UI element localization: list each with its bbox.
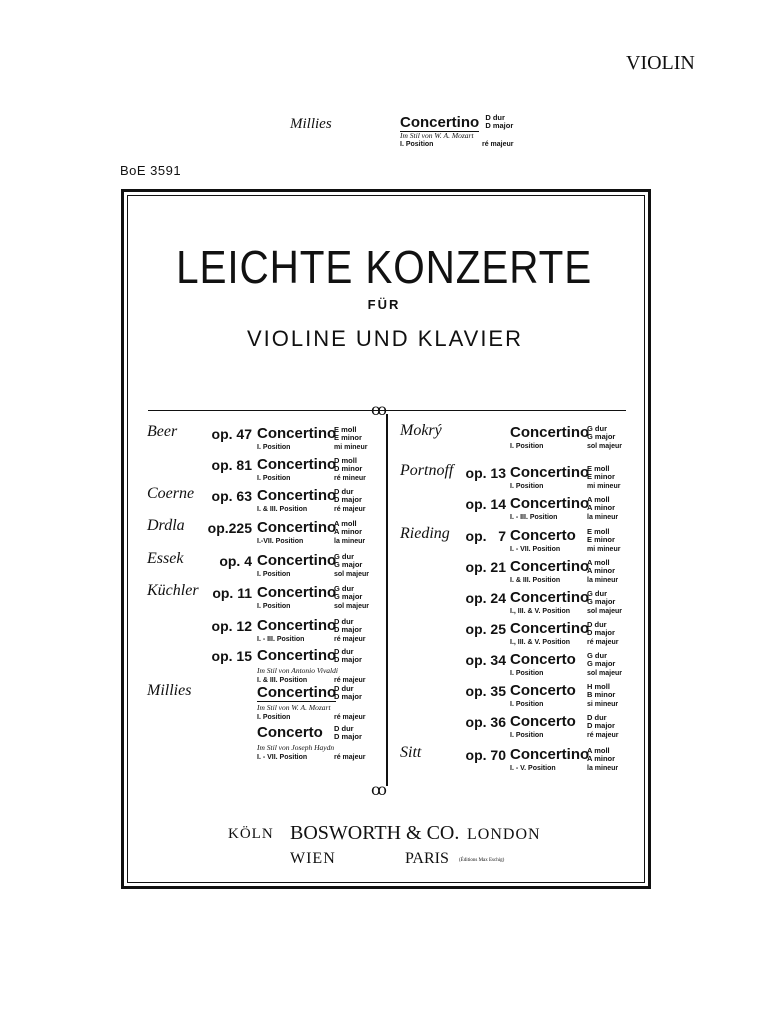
key-en: D major xyxy=(587,628,615,637)
key-en: G major xyxy=(587,659,616,668)
work-title: Concertino xyxy=(257,647,337,664)
opus-number: op. 24 xyxy=(465,590,506,606)
position: I. - III. Position xyxy=(257,636,305,643)
key-de: E moll xyxy=(587,527,610,536)
opus-number: op. 4 xyxy=(219,553,252,569)
catalog-entry xyxy=(0,496,768,524)
catalog-entry xyxy=(0,714,768,742)
key-fr: sol majeur xyxy=(587,443,623,450)
key-de: G dur xyxy=(587,589,607,598)
key-de: G dur xyxy=(587,424,607,433)
work-title: Concertino xyxy=(510,464,590,481)
opus-number: op. 36 xyxy=(465,714,506,730)
key-en: G major xyxy=(587,432,616,441)
work-title: Concerto xyxy=(257,724,323,741)
cover-title: LEICHTE KONZERTE xyxy=(176,241,593,293)
opus-number: op. 63 xyxy=(211,488,252,504)
position: I. Position xyxy=(510,670,544,677)
publisher-note: (Éditions Max Eschig) xyxy=(459,858,505,863)
position: I. Position xyxy=(257,444,291,451)
opus-number: op. 21 xyxy=(465,559,506,575)
catalog-entry xyxy=(0,683,768,711)
position: I. Position xyxy=(257,603,291,610)
key-en: D major xyxy=(485,121,514,130)
catalog-entry xyxy=(0,559,768,587)
key-en: D major xyxy=(334,495,362,504)
key-en: A minor xyxy=(587,754,616,763)
opus-number: op. 70 xyxy=(465,747,506,763)
work-title: Concertino xyxy=(510,589,590,606)
composer: Sitt xyxy=(400,744,422,761)
position: I. & III. Position xyxy=(510,577,561,584)
key-de: G dur xyxy=(587,651,607,660)
composer: Drdla xyxy=(147,517,185,534)
key-fr: mi mineur xyxy=(587,546,621,553)
style-note: Im Stil von W. A. Mozart xyxy=(257,703,331,712)
key-fr: sol majeur xyxy=(334,571,370,578)
work-title: Concerto xyxy=(510,527,576,544)
key-fr: si mineur xyxy=(587,701,619,708)
work-title: Concerto xyxy=(510,713,576,730)
composer: Mokrý xyxy=(400,422,442,439)
composer: Coerne xyxy=(147,485,195,502)
key-fr: ré majeur xyxy=(334,714,366,721)
style-note: Im Stil von Joseph Haydn xyxy=(257,743,335,752)
catalog-entry xyxy=(0,462,768,493)
work-title: Concertino xyxy=(257,519,337,536)
key-fr: la mineur xyxy=(334,538,366,545)
opus-number: op. 47 xyxy=(211,426,252,442)
key-en: E minor xyxy=(587,535,615,544)
work-title: Concertino xyxy=(257,552,337,569)
key-en: A minor xyxy=(587,503,616,512)
key-fr: la mineur xyxy=(587,514,619,521)
work-title: Concertino xyxy=(257,456,337,473)
opus-number: op. 11 xyxy=(212,585,252,601)
key-en: A minor xyxy=(587,566,616,575)
position: I. Position xyxy=(257,714,291,721)
style-note: Im Stil von Antonio Vivaldi xyxy=(257,666,338,675)
opus-number: op. 7 xyxy=(465,528,506,544)
key-fr: mi mineur xyxy=(587,483,621,490)
key-de: D dur xyxy=(334,647,354,656)
key-fr: ré mineur xyxy=(334,475,366,482)
header-work xyxy=(400,114,513,149)
work-title: Concertino xyxy=(510,558,590,575)
cover-subtitle: VIOLINE UND KLAVIER xyxy=(247,326,523,351)
work-title: Concerto xyxy=(510,651,576,668)
key-de: E moll xyxy=(334,425,357,434)
key-en: D major xyxy=(334,732,362,741)
key-fr: ré majeur xyxy=(587,639,619,646)
position: I. Position xyxy=(257,475,291,482)
ornament-bottom-icon: ꝏ xyxy=(371,780,387,799)
key-de: D dur xyxy=(587,620,607,629)
key-fr: ré majeur xyxy=(334,636,366,643)
key-de: D dur xyxy=(334,684,354,693)
publisher-city-koeln: KÖLN xyxy=(228,826,274,842)
publisher-city-paris: PARIS xyxy=(405,850,449,867)
catalog-entry xyxy=(0,744,768,775)
work-title: Concertino xyxy=(510,495,590,512)
position: I. - III. Position xyxy=(510,514,558,521)
position: I. - VII. Position xyxy=(257,754,308,761)
opus-number: op. 35 xyxy=(465,683,506,699)
key-en: D major xyxy=(334,625,362,634)
position: I. Position xyxy=(257,571,291,578)
work-title: Concertino xyxy=(257,584,337,601)
key-en: G major xyxy=(334,592,363,601)
position: I. Position xyxy=(510,443,544,450)
key-fr: ré majeur xyxy=(482,141,514,148)
key-en: D major xyxy=(334,655,362,664)
key-de: H moll xyxy=(587,682,610,691)
key-de: D dur xyxy=(485,113,505,122)
key-en: G major xyxy=(587,597,616,606)
work-title: Concertino xyxy=(510,746,590,763)
position: I. - VII. Position xyxy=(510,546,561,553)
key-de: D dur xyxy=(334,487,354,496)
catalog-entry xyxy=(0,652,768,680)
opus-number: op. 15 xyxy=(211,648,252,664)
header-key xyxy=(485,114,513,130)
work-title: Concertino xyxy=(257,617,337,634)
key-fr: la mineur xyxy=(587,577,619,584)
catalog-entry xyxy=(0,422,768,453)
work-title: Concertino xyxy=(257,487,337,504)
key-de: A moll xyxy=(587,558,610,567)
key-en: D minor xyxy=(334,464,363,473)
position: I. Position xyxy=(510,483,544,490)
divider-horizontal xyxy=(148,410,626,411)
position: I. & III. Position xyxy=(257,677,308,684)
position: I., III. & V. Position xyxy=(510,639,571,646)
publisher-name: BOSWORTH & CO. xyxy=(290,822,460,844)
key-de: D dur xyxy=(334,617,354,626)
opus-number: op. 14 xyxy=(465,496,506,512)
work-title: Concerto xyxy=(510,682,576,699)
key-fr: ré majeur xyxy=(334,754,366,761)
key-fr: mi mineur xyxy=(334,444,368,451)
key-fr: sol majeur xyxy=(587,670,623,677)
key-de: D dur xyxy=(334,724,354,733)
opus-number: op. 12 xyxy=(211,618,252,634)
publisher-city-wien: WIEN xyxy=(290,850,336,867)
key-de: A moll xyxy=(587,746,610,755)
instrument-label: VIOLIN xyxy=(626,52,695,74)
catalog-number: BoE 3591 xyxy=(120,163,182,178)
work-title: Concertino xyxy=(510,424,590,441)
work-title: Concertino xyxy=(257,684,337,701)
key-fr: ré majeur xyxy=(587,732,619,739)
key-en: G major xyxy=(334,560,363,569)
key-en: E minor xyxy=(334,433,362,442)
composer: Beer xyxy=(147,423,178,440)
opus-number: op. 81 xyxy=(211,457,252,473)
composer: Küchler xyxy=(147,582,199,599)
key-fr: sol majeur xyxy=(587,608,623,615)
composer: Portnoff xyxy=(400,462,454,479)
catalog-entry xyxy=(0,621,768,649)
key-de: E moll xyxy=(587,464,610,473)
key-de: G dur xyxy=(334,584,354,593)
key-fr: sol majeur xyxy=(334,603,370,610)
position: I. Position xyxy=(400,141,434,148)
header-style: Im Stil von W. A. Mozart xyxy=(400,131,474,140)
key-de: G dur xyxy=(334,552,354,561)
position: I.-VII. Position xyxy=(257,538,304,545)
position: I. Position xyxy=(510,732,544,739)
composer: Millies xyxy=(147,682,192,699)
opus-number: op. 25 xyxy=(465,621,506,637)
position: I. - V. Position xyxy=(510,765,556,772)
composer: Rieding xyxy=(400,525,450,542)
position: I., III. & V. Position xyxy=(510,608,571,615)
key-en: D major xyxy=(587,721,615,730)
composer: Essek xyxy=(147,550,184,567)
cover-fuer: FÜR xyxy=(367,297,401,312)
position: I. Position xyxy=(510,701,544,708)
work-title: Concertino xyxy=(510,620,590,637)
ornament-top-icon: ꝏ xyxy=(371,400,387,419)
key-de: A moll xyxy=(587,495,610,504)
key-en: E minor xyxy=(587,472,615,481)
key-en: D major xyxy=(334,692,362,701)
work-title: Concertino xyxy=(257,425,337,442)
key-fr: ré majeur xyxy=(334,677,366,684)
key-de: D dur xyxy=(587,713,607,722)
catalog-entry xyxy=(0,590,768,618)
position: I. & III. Position xyxy=(257,506,308,513)
key-fr: la mineur xyxy=(587,765,619,772)
key-en: B minor xyxy=(587,690,616,699)
publisher-city-london: LONDON xyxy=(467,826,541,843)
opus-number: op.225 xyxy=(207,520,252,536)
key-fr: ré majeur xyxy=(334,506,366,513)
opus-number: op. 13 xyxy=(465,465,506,481)
key-de: D moll xyxy=(334,456,357,465)
header-position-line xyxy=(400,140,513,149)
header-work-title: Concertino xyxy=(400,114,480,131)
key-en: A minor xyxy=(334,527,363,536)
key-de: A moll xyxy=(334,519,357,528)
opus-number: op. 34 xyxy=(465,652,506,668)
header-composer: Millies xyxy=(290,116,332,132)
